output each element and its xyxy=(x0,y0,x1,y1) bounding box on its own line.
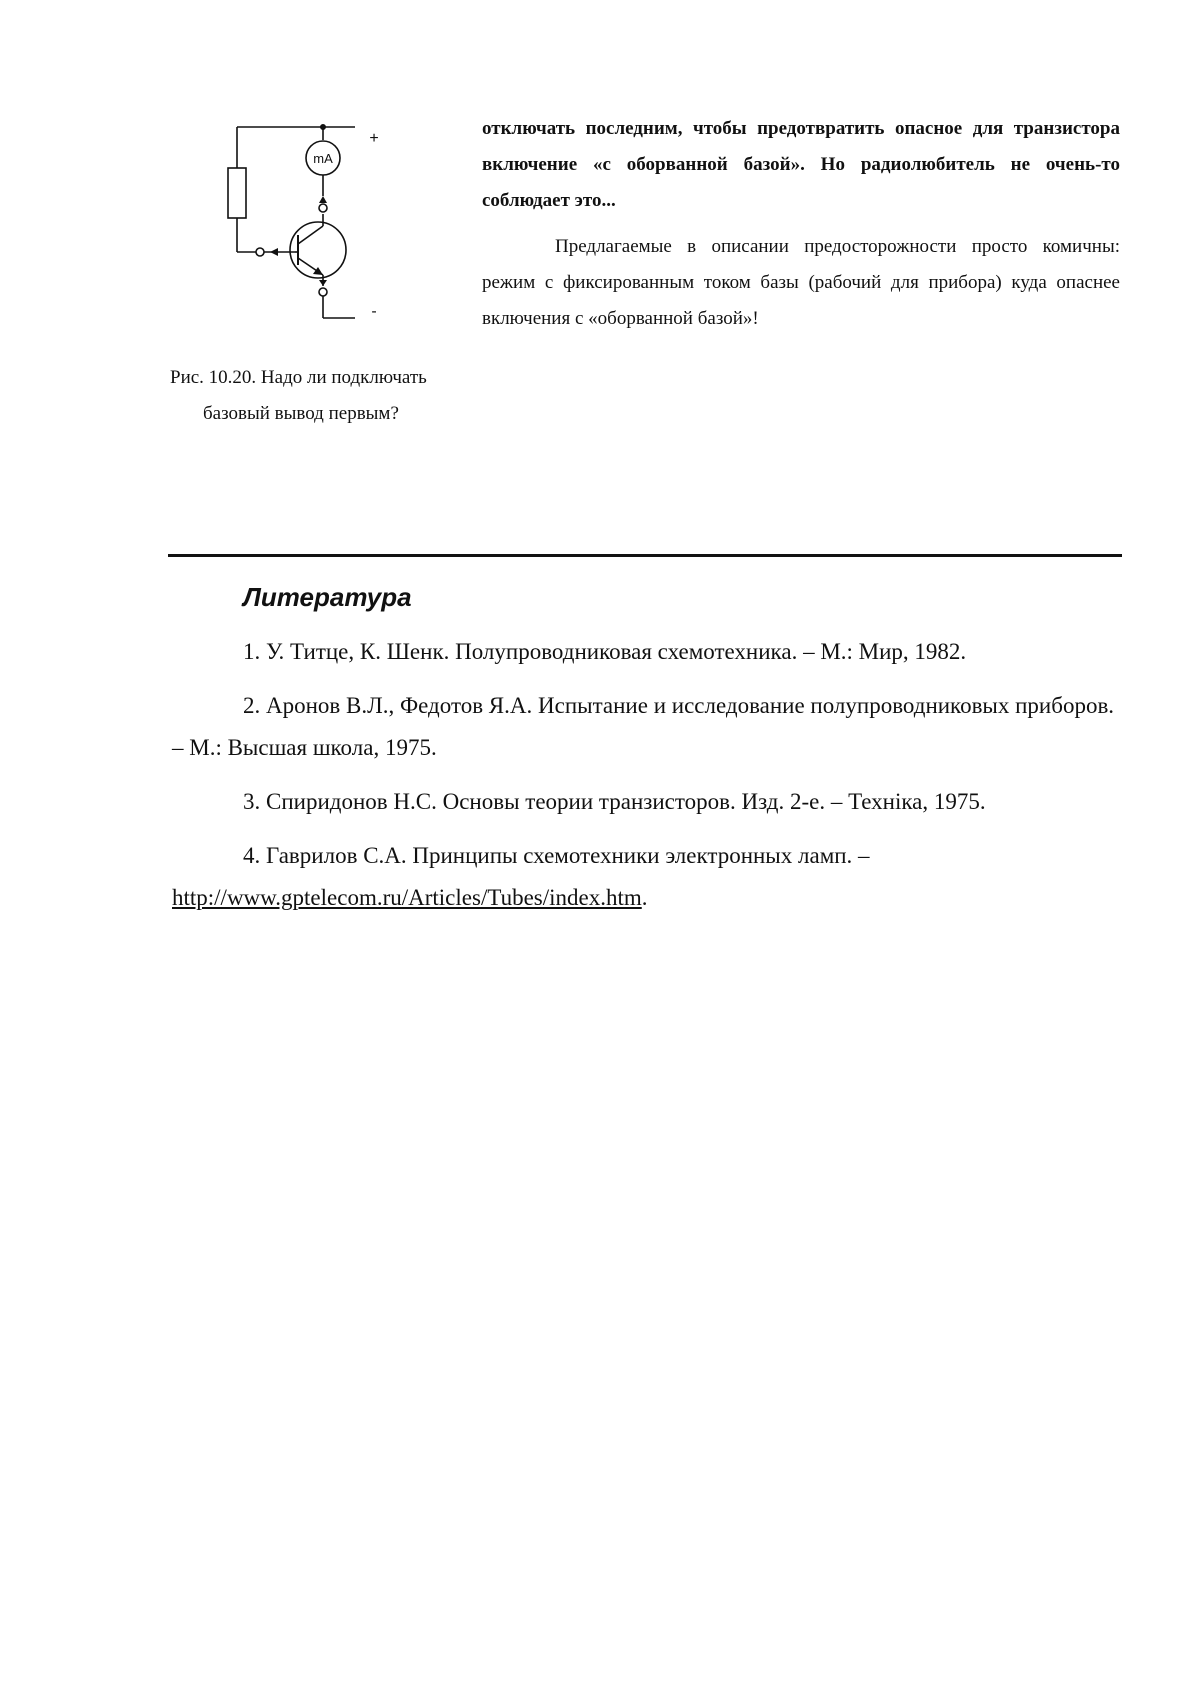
collector-terminal xyxy=(319,204,327,212)
reference-item xyxy=(172,835,1122,919)
bold-paragraph: отключать последним, чтобы предотвратить опасное для транзистора включение «с оборванной базой». Но радиолюбитель не очень-то соблюдает это... xyxy=(482,111,1120,219)
figure-caption xyxy=(150,360,450,432)
reference-list xyxy=(172,631,1122,931)
collector-lead xyxy=(298,226,323,244)
reference-item: 3. Спиридонов Н.С. Основы теории транзисторов. Изд. 2-е. – Техніка, 1975. xyxy=(172,781,1122,823)
base-arrow xyxy=(270,248,278,256)
resistor xyxy=(228,168,246,218)
emitter-down-arrow xyxy=(319,280,327,286)
collector-arrow xyxy=(319,196,327,203)
reference-url-link[interactable]: http://www.gptelecom.ru/Articles/Tubes/index.htm xyxy=(172,885,642,910)
reference-4-period: . xyxy=(642,885,648,910)
minus-label: - xyxy=(371,303,376,320)
plus-label: + xyxy=(369,130,378,147)
body-text-column xyxy=(482,111,1120,337)
base-terminal xyxy=(256,248,264,256)
meter-label: mA xyxy=(313,151,333,166)
junction-dot xyxy=(321,125,325,129)
emitter-terminal xyxy=(319,288,327,296)
caption-line-1: Рис. 10.20. Надо ли подключать xyxy=(150,360,450,396)
reference-item: 1. У. Титце, К. Шенк. Полупроводниковая схемотехника. – М.: Мир, 1982. xyxy=(172,631,1122,673)
section-divider xyxy=(168,554,1122,557)
literature-heading: Литература xyxy=(243,582,412,613)
reference-item: 2. Аронов В.Л., Федотов Я.А. Испытание и исследование полупроводниковых приборов. – М.: Высшая школа, 1975. xyxy=(172,685,1122,769)
body-paragraph: Предлагаемые в описании предосторожности просто комичны: режим с фиксированным током базы (рабочий для прибора) куда опаснее включения с «оборванной базой»! xyxy=(482,229,1120,337)
reference-4-text: 4. Гаврилов С.А. Принципы схемотехники электронных ламп. – xyxy=(243,843,870,868)
circuit-figure xyxy=(215,110,395,330)
emitter-arrow xyxy=(313,267,323,275)
circuit-diagram xyxy=(215,110,395,330)
caption-line-2: базовый вывод первым? xyxy=(150,396,450,432)
